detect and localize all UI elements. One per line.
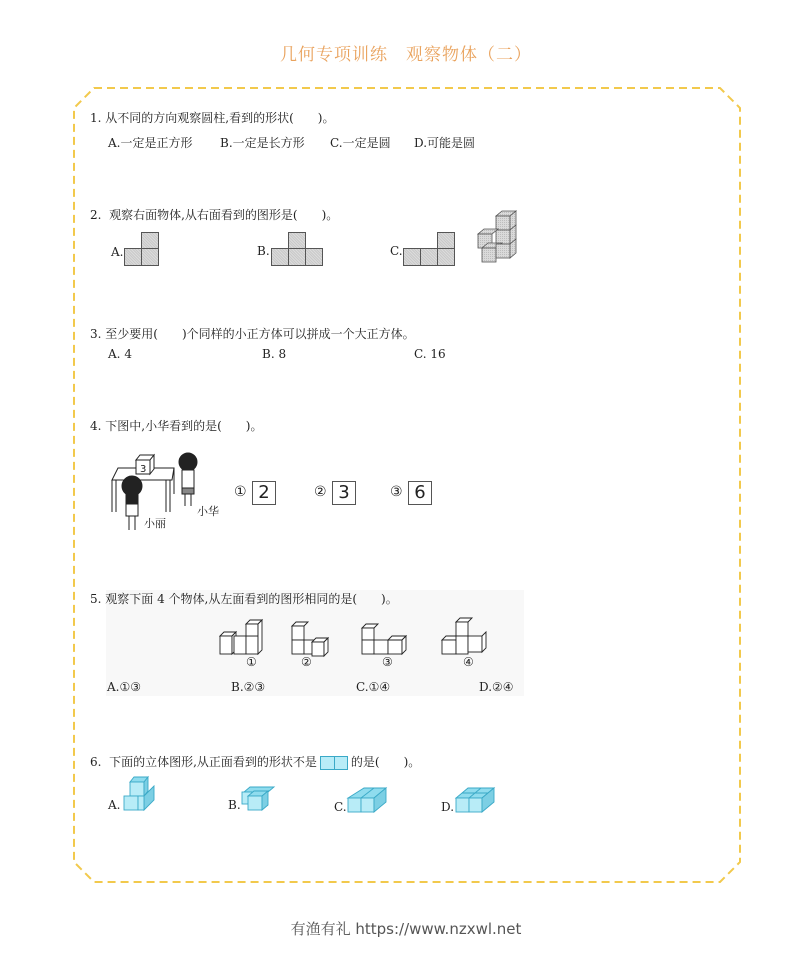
q6-option-d-figure[interactable] [454,786,500,816]
q2-option-b-label[interactable]: B. [257,244,270,258]
q1-option-b[interactable]: B.一定是长方形 [220,136,305,150]
question-1 [90,110,334,126]
q6-option-a-label[interactable]: A. [108,798,121,812]
title-part1: 几何专项训练 [280,45,388,65]
q4-text: 下图中,小华看到的是( )。 [105,419,263,433]
footer-watermark: 有渔有礼 https://www.nzxwl.net [290,920,522,938]
svg-text:3: 3 [140,464,147,475]
q2-option-a-label[interactable]: A. [111,245,124,259]
q6-option-c-figure[interactable] [346,786,392,816]
q5-figure-2-label: ② [301,655,312,669]
q5-figure-1 [220,620,262,654]
q5-option-c[interactable]: C.①④ [356,680,391,694]
q1-option-c[interactable]: C.一定是圆 [330,136,391,150]
q6-option-b-figure[interactable] [240,786,280,816]
q5-option-d[interactable]: D.②④ [479,680,514,694]
q6-option-a-figure[interactable] [122,774,158,814]
q6-option-d-label[interactable]: D. [441,800,455,814]
question-4 [90,418,262,434]
q3-text: 至少要用( )个同样的小正方体可以拼成一个大正方体。 [105,327,415,341]
q5-figure-3 [362,624,406,654]
q5-figure-4 [442,618,486,654]
q2-option-c-label[interactable]: C. [390,244,403,258]
q3-option-a[interactable]: A. 4 [108,347,132,361]
q6-option-b-label[interactable]: B. [228,798,241,812]
q5-figure-2 [292,622,328,656]
q5-text: 观察下面 4 个物体,从左面看到的图形相同的是( )。 [105,592,398,606]
page-title [0,40,812,65]
q6-number: 6. [90,755,102,769]
q3-number: 3. [90,327,102,341]
q5-figure-3-label: ③ [382,655,393,669]
q4-number: 4. [90,419,102,433]
q4-label-xiaohua: 小华 [197,505,219,518]
title-part2: 观察物体（二） [406,45,532,65]
q2-cube-stack-figure [474,210,520,266]
q1-option-d[interactable]: D.可能是圆 [414,136,476,150]
q6-option-c-label[interactable]: C. [334,800,347,814]
q5-figure-4-label: ④ [463,655,474,669]
q3-option-b[interactable]: B. 8 [262,347,287,361]
q5-figure-1-label: ① [246,655,257,669]
question-3 [90,326,415,342]
q5-option-b[interactable]: B.②③ [231,680,266,694]
q6-text-before: 下面的立体图形,从正面看到的形状不是 [109,755,317,769]
q4-label-xiaoli: 小丽 [144,517,166,530]
q4-option-2-label[interactable]: ② [314,484,327,500]
q1-option-a[interactable]: A.一定是正方形 [108,136,193,150]
q2-number: 2. [90,208,102,222]
q3-option-c[interactable]: C. 16 [414,347,446,361]
question-5 [90,591,398,607]
q4-option-2-box[interactable]: 3 [332,481,356,505]
q5-cube-figures [216,616,506,660]
question-6 [90,754,420,770]
q5-option-a[interactable]: A.①③ [107,680,141,694]
q4-table-illustration [108,448,228,536]
question-2 [90,207,338,223]
q4-option-1-box[interactable]: 2 [252,481,276,505]
q4-option-3-label[interactable]: ③ [390,484,403,500]
q2-text: 观察右面物体,从右面看到的图形是( )。 [109,208,339,222]
q6-text-after: 的是( )。 [350,755,421,769]
q4-option-3-box[interactable]: 6 [408,481,432,505]
q6-two-square-icon [320,756,348,770]
q5-number: 5. [90,592,102,606]
q1-number: 1. [90,111,102,125]
q1-text: 从不同的方向观察圆柱,看到的形状( )。 [105,111,335,125]
q4-option-1-label[interactable]: ① [234,484,247,500]
